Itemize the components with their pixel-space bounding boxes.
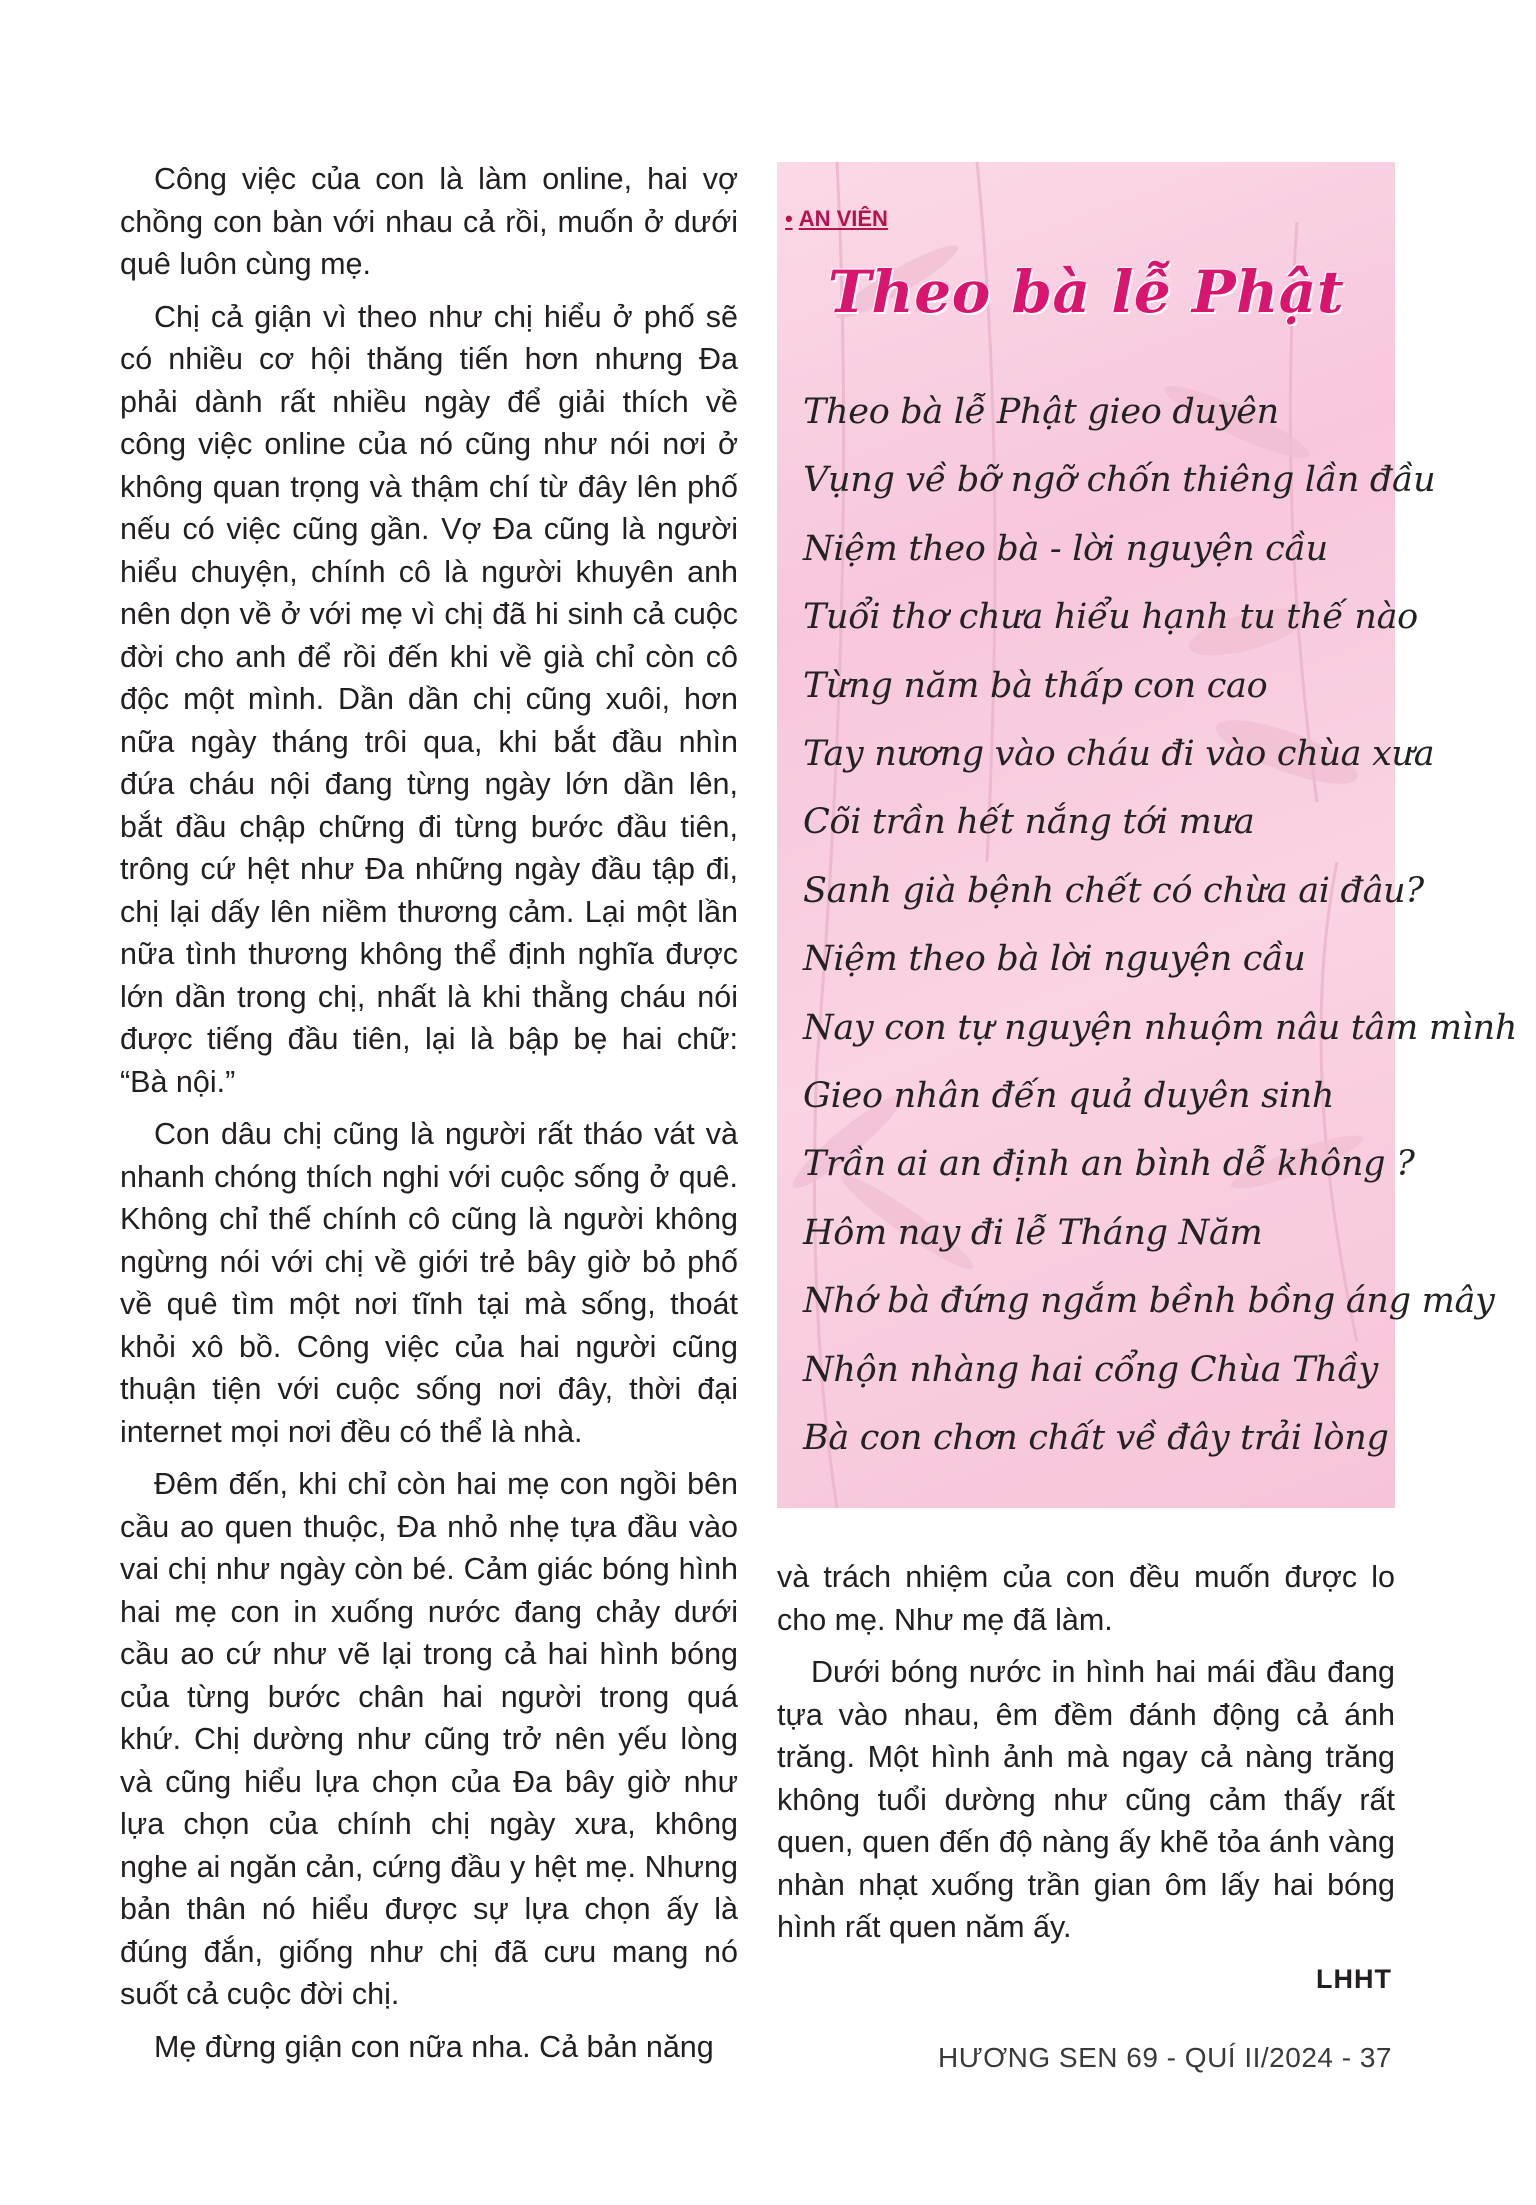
paragraph: Mẹ đừng giận con nữa nha. Cả bản năng	[154, 2029, 714, 2064]
article-signature: LHHT	[1316, 1964, 1392, 1994]
poem-line: Theo bà lễ Phật gieo duyên	[803, 392, 1279, 432]
left-text-column	[120, 158, 738, 2078]
poem-line: Nhớ bà đứng ngắm bềnh bồng áng mây	[803, 1281, 1495, 1322]
paragraph: Công việc của con là làm online, hai vợ chồng con bàn với nhau cả rồi, muốn ở dưới quê luôn cùng mẹ.	[120, 162, 738, 281]
poem-line: Tay nương vào cháu đi vào chùa xưa	[803, 734, 1435, 775]
poem-line: Từng năm bà thấp con cao	[803, 665, 1268, 706]
poem-line: Trần ai an định an bình dễ không ?	[803, 1144, 1415, 1185]
right-text-column	[777, 1556, 1395, 1959]
paragraph: và trách nhiệm của con đều muốn được lo cho mẹ. Như mẹ đã làm.	[777, 1560, 1395, 1637]
bullet-icon: •	[785, 206, 793, 231]
poem-line: Sanh già bệnh chết có chừa ai đâu?	[803, 870, 1424, 911]
paragraph: Chị cả giận vì theo như chị hiểu ở phố sẽ có nhiều cơ hội thăng tiến hơn nhưng Đa phải dành rất nhiều ngày để giải thích về công việc online của nó cũng như nói nơi ở không quan trọng và thậm chí từ đây lên phố nếu có việc cũng gần. Vợ Đa cũng là người hiểu chuyện, chính cô là người khuyên anh nên dọn về ở với mẹ vì chị đã hi sinh cả cuộc đời cho anh để rồi đến khi về già chỉ còn cô độc một mình. Dần dần chị cũng xuôi, hơn nữa ngày tháng trôi qua, khi bắt đầu nhìn đứa cháu nội đang từng ngày lớn dần lên, bắt đầu chập chững đi từng bước đầu tiên, trông cứ hệt như Đa những ngày đầu tập đi, chị lại dấy lên niềm thương cảm. Lại một lần nữa tình thương không thể định nghĩa được lớn dần trong chị, nhất là khi thằng cháu nói được tiếng đầu tiên, lại là bập bẹ hai chữ: “Bà nội.”	[120, 299, 738, 1099]
paragraph: Đêm đến, khi chỉ còn hai mẹ con ngồi bên cầu ao quen thuộc, Đa nhỏ nhẹ tựa đầu vào vai chị như ngày còn bé. Cảm giác bóng hình hai mẹ con in xuống nước đang chảy dưới cầu ao cứ như vẽ lại trong cả hai hình bóng của từng bước chân hai người trong quá khứ. Chị dường như cũng trở nên yếu lòng và cũng hiểu lựa chọn của Đa bây giờ như lựa chọn của chính chị ngày xưa, không nghe ai ngăn cản, cứng đầu y hệt mẹ. Nhưng bản thân nó hiểu được sự lựa chọn ấy là đúng đắn, giống như chị đã cưu mang nó suốt cả cuộc đời chị.	[120, 1467, 738, 2011]
poem-line: Vụng về bỡ ngỡ chốn thiêng lần đầu	[803, 460, 1436, 501]
poem-line: Tuổi thơ chưa hiểu hạnh tu thế nào	[803, 597, 1418, 638]
page-footer: HƯƠNG SEN 69 - QUÍ II/2024 - 37	[937, 2042, 1392, 2073]
poem-line: Niệm theo bà lời nguyện cầu	[803, 939, 1306, 980]
poem-lines	[803, 378, 1518, 1473]
poem-box	[777, 162, 1518, 1508]
paragraph: Dưới bóng nước in hình hai mái đầu đang tựa vào nhau, êm đềm đánh động cả ánh trăng. Một hình ảnh mà ngay cả nàng trăng không tuổi dường như cũng cảm thấy rất quen, quen đến độ nàng ấy khẽ tỏa ánh vàng nhàn nhạt xuống trần gian ôm lấy hai bóng hình rất quen năm ấy.	[777, 1655, 1395, 1944]
poem-line: Cõi trần hết nắng tới mưa	[803, 802, 1255, 843]
poem-author-name: AN VIÊN	[798, 206, 888, 231]
poem-line: Hôm nay đi lễ Tháng Năm	[803, 1212, 1263, 1253]
poem-line: Nhộn nhàng hai cổng Chùa Thầy	[803, 1349, 1379, 1390]
poem-title: Theo bà lễ Phật	[827, 258, 1345, 326]
poem-line: Bà con chơn chất về đây trải lòng	[803, 1418, 1389, 1459]
poem-line: Niệm theo bà - lời nguyện cầu	[803, 528, 1328, 569]
paragraph: Con dâu chị cũng là người rất tháo vát và nhanh chóng thích nghi với cuộc sống ở quê. Không chỉ thế chính cô cũng là người không ngừng nói với chị về giới trẻ bây giờ bỏ phố về quê tìm một nơi tĩnh tại mà sống, thoát khỏi xô bồ. Công việc của hai người cũng thuận tiện với cuộc sống nơi đây, thời đại internet mọi nơi đều có thể là nhà.	[120, 1117, 738, 1449]
poem-author	[785, 206, 888, 232]
poem-line: Nay con tự nguyện nhuộm nâu tâm mình	[803, 1007, 1518, 1048]
poem-line: Gieo nhân đến quả duyên sinh	[803, 1076, 1335, 1117]
